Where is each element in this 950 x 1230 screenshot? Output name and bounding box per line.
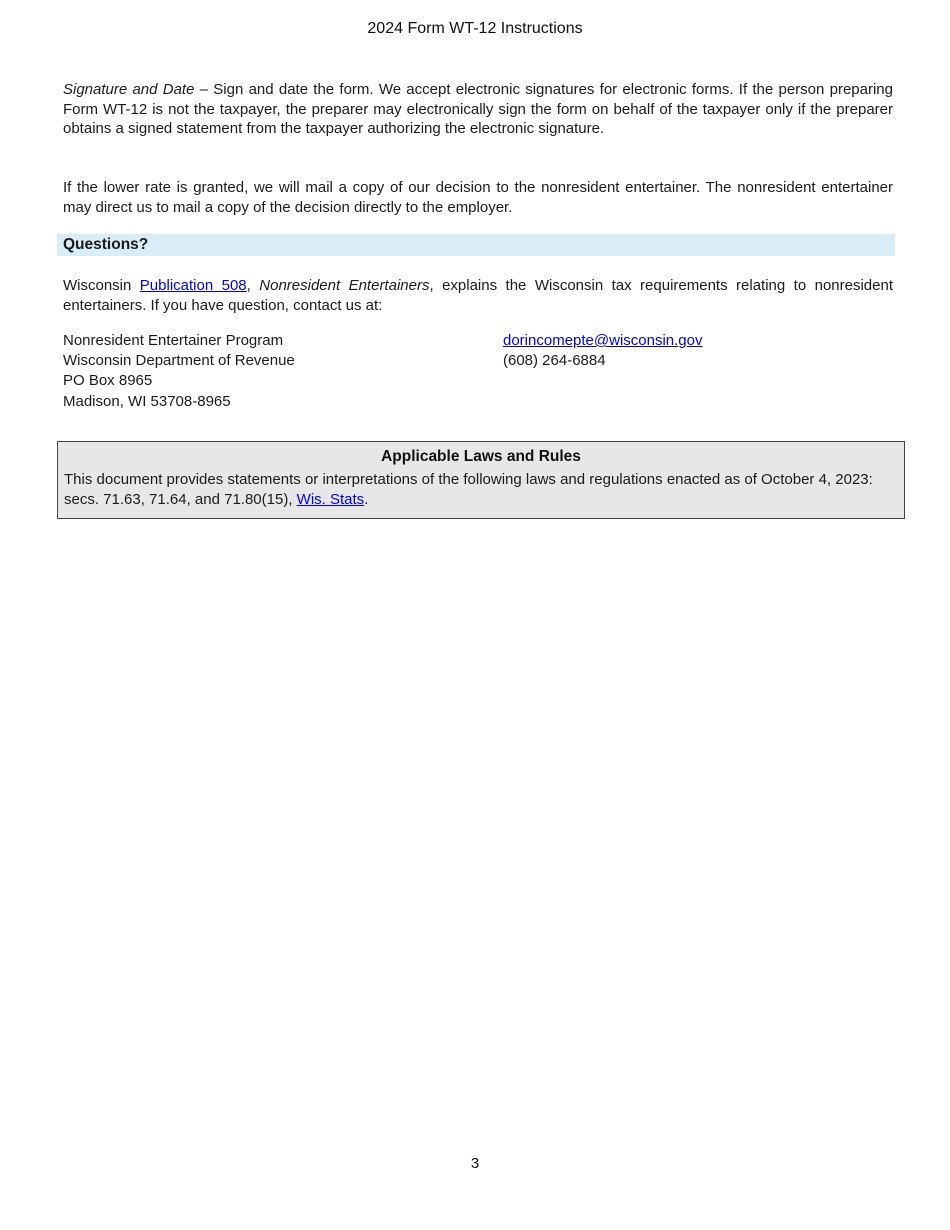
email-link[interactable]: dorincomepte@wisconsin.gov [503, 332, 703, 349]
questions-intro-paragraph [63, 276, 893, 315]
questions-intro-separator: , [246, 277, 260, 294]
signature-body-text: – Sign and date the form. We accept electronic signatures for electronic forms. If the person preparing Form WT-12 is not the taxpayer, the preparer may electronically sign the form on behalf of the taxpayer only if the preparer obtains a signed statement from the taxpayer authorizing the electronic signature. [63, 81, 893, 138]
laws-body-prefix: This document provides statements or interpretations of the following laws and regulations enacted as of October 4, 2023: secs. 71.63, 71.64, and 71.80(15), [64, 471, 873, 508]
publication-title-italic: Nonresident Entertainers [259, 277, 430, 294]
applicable-laws-box [57, 441, 905, 519]
contact-po-box: PO Box 8965 [63, 372, 153, 390]
laws-body-suffix: . [364, 490, 369, 508]
questions-section-header [57, 234, 895, 256]
contact-department-name: Wisconsin Department of Revenue [63, 352, 295, 370]
laws-box-title: Applicable Laws and Rules [381, 448, 581, 465]
questions-intro-prefix: Wisconsin [63, 277, 140, 294]
wis-stats-link[interactable]: Wis. Stats [296, 490, 365, 508]
contact-program-name: Nonresident Entertainer Program [63, 332, 284, 349]
contact-block [63, 331, 893, 412]
signature-lead-italic: Signature and Date [63, 81, 195, 98]
contact-city-state-zip: Madison, WI 53708-8965 [63, 392, 231, 410]
signature-paragraph [63, 80, 893, 139]
contact-email-row [503, 331, 893, 351]
lower-rate-paragraph [63, 178, 893, 217]
questions-intro-suffix: , explains the Wisconsin tax requirements relating to nonresident entertainers. If you have question, contact us at: [63, 277, 894, 314]
page-title: 2024 Form WT-12 Instructions [367, 20, 583, 37]
contact-phone: (608) 264-6884 [503, 352, 606, 370]
laws-box-body [64, 470, 898, 509]
publication-508-link[interactable]: Publication 508 [139, 277, 247, 294]
contact-methods [503, 331, 893, 412]
lower-rate-text: If the lower rate is granted, we will mail a copy of our decision to the nonresident entertainer. The nonresident entertainer may direct us to mail a copy of the decision directly to the employer. [63, 179, 893, 216]
page-number: 3 [470, 1155, 480, 1172]
contact-address [63, 331, 503, 412]
questions-heading: Questions? [63, 236, 149, 253]
